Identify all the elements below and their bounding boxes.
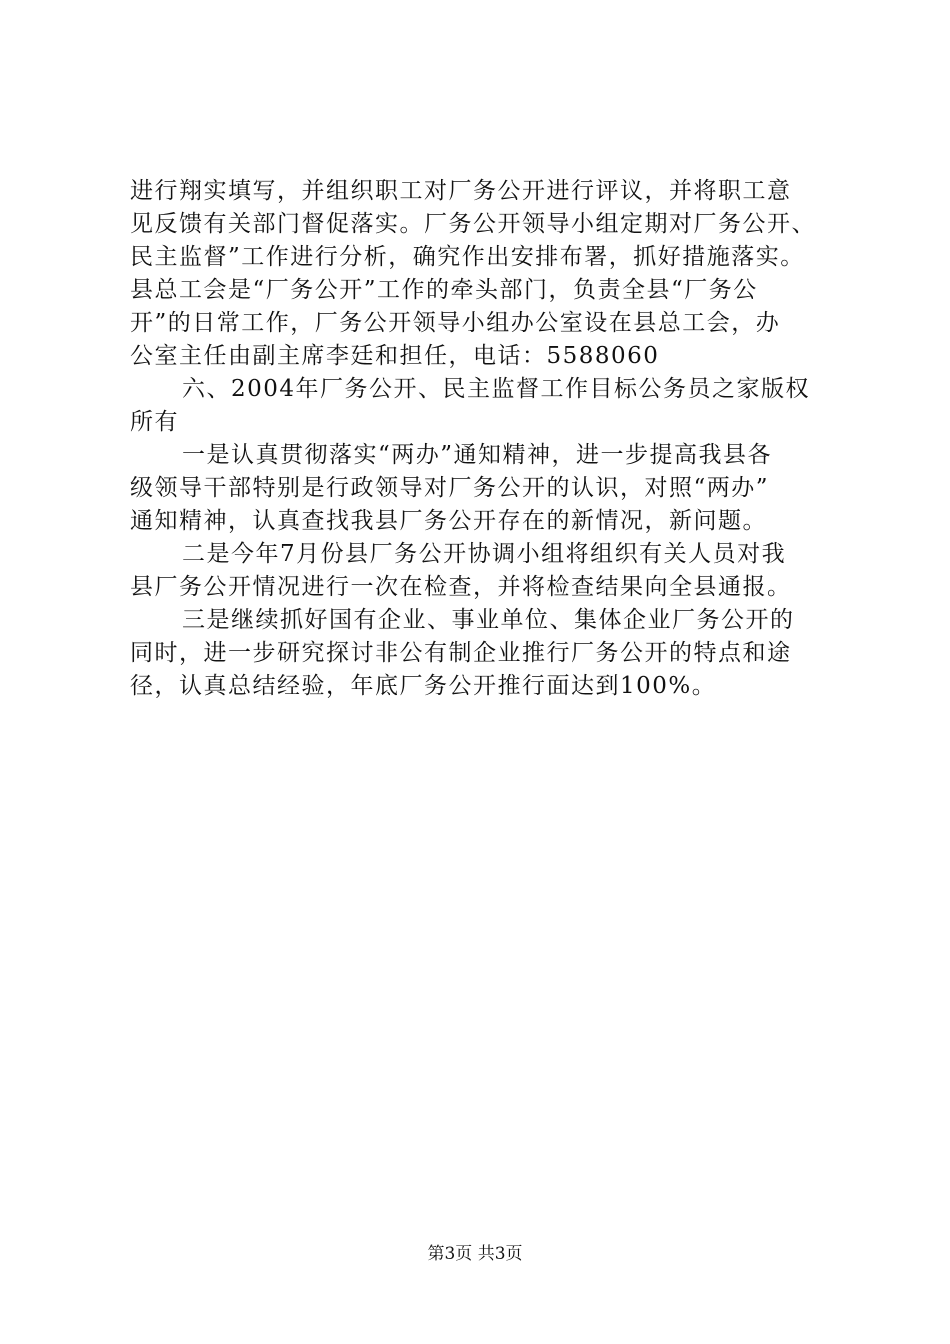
text-line: 见反馈有关部门督促落实。厂务公开领导小组定期对厂务公开、 bbox=[130, 211, 816, 237]
text-line: 县总工会是“厂务公开”工作的牵头部门，负责全县“厂务公 bbox=[130, 277, 758, 303]
text-line: 级领导干部特别是行政领导对厂务公开的认识，对照“两办” bbox=[130, 475, 770, 501]
text-line: 通知精神，认真查找我县厂务公开存在的新情况，新问题。 bbox=[130, 508, 767, 534]
text-line: 同时，进一步研究探讨非公有制企业推行厂务公开的特点和途 bbox=[130, 640, 792, 666]
text-line: 县厂务公开情况进行一次在检查，并将检查结果向全县通报。 bbox=[130, 574, 792, 600]
document-body bbox=[130, 175, 830, 703]
text-line: 所有 bbox=[130, 409, 179, 435]
text-line: 民主监督”工作进行分析，确究作出安排布署，抓好措施落实。 bbox=[130, 244, 805, 270]
paragraph-start: 三是继续抓好国有企业、事业单位、集体企业厂务公开的 bbox=[182, 607, 795, 633]
text-line: 公室主任由副主席李廷和担任，电话：5588060 bbox=[130, 343, 660, 369]
text-line: 径，认真总结经验，年底厂务公开推行面达到100%。 bbox=[130, 673, 717, 699]
page-number: 第3页 共3页 bbox=[427, 1244, 523, 1264]
paragraph-start: 一是认真贯彻落实“两办”通知精神，进一步提高我县各 bbox=[182, 442, 773, 468]
text-line: 进行翔实填写，并组织职工对厂务公开进行评议，并将职工意 bbox=[130, 178, 792, 204]
section-heading: 六、2004年厂务公开、民主监督工作目标公务员之家版权 bbox=[182, 376, 811, 402]
paragraph-start: 二是今年7月份县厂务公开协调小组将组织有关人员对我 bbox=[182, 541, 787, 567]
text-line: 开”的日常工作，厂务公开领导小组办公室设在县总工会，办 bbox=[130, 310, 781, 336]
